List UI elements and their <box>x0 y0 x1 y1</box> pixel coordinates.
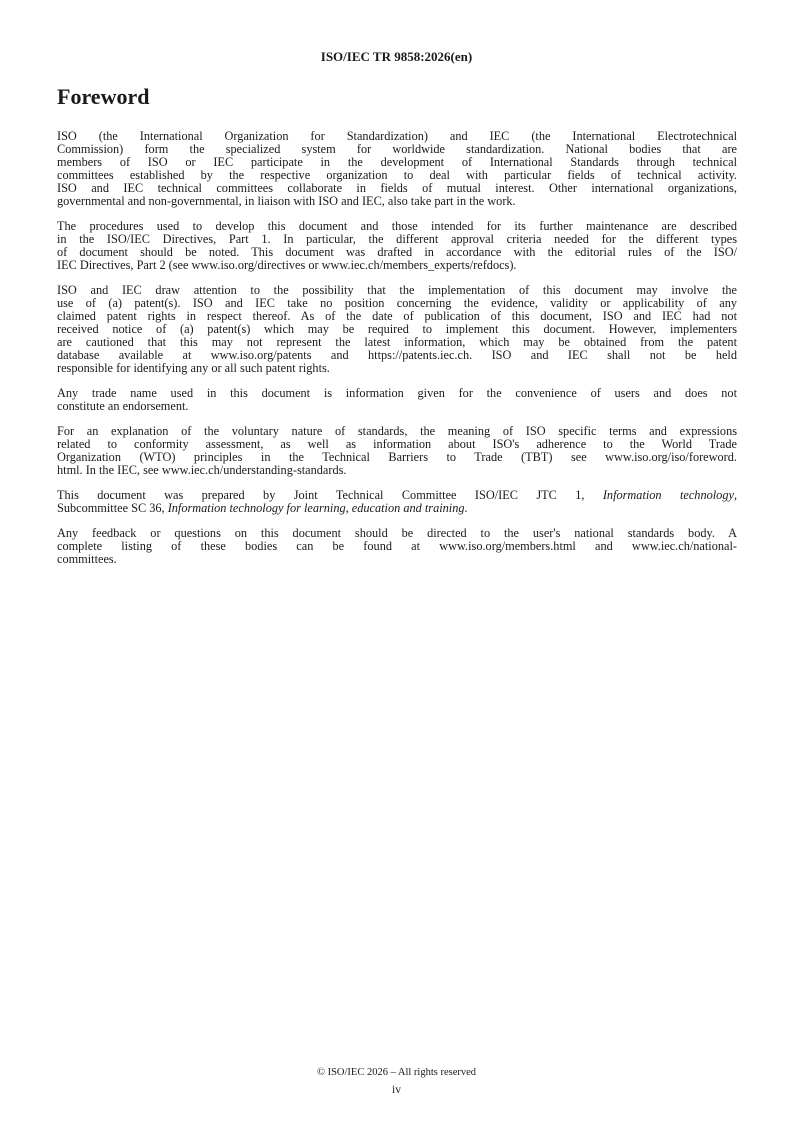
text-segment: of document should be noted. This document was drafted in accordance with the editorial rules of the ISO/ <box>57 245 737 259</box>
foreword-body <box>57 130 737 578</box>
text-segment: Subcommittee SC 36, <box>57 501 168 515</box>
document-identifier: ISO/IEC TR 9858:2026(en) <box>320 49 473 64</box>
text-segment: ISO and IEC technical committees collaborate in fields of mutual interest. Other international organizations, <box>57 181 737 195</box>
text-line <box>57 464 737 477</box>
page-number: iv <box>392 1084 401 1096</box>
paragraph <box>57 130 737 208</box>
text-segment: This document was prepared by Joint Technical Committee ISO/IEC JTC 1, <box>57 488 603 502</box>
text-line <box>57 553 737 566</box>
text-segment: Any trade name used in this document is information given for the convenience of users and does not <box>57 386 737 400</box>
text-segment: , <box>733 488 738 502</box>
text-line <box>57 195 737 208</box>
text-segment: database available at www.iso.org/patents and https://patents.iec.ch. ISO and IEC shall not be held <box>57 348 737 362</box>
text-line <box>57 502 737 515</box>
text-segment: ISO (the International Organization for Standardization) and IEC (the International Electrotechnical <box>57 129 737 143</box>
text-segment: IEC Directives, Part 2 (see www.iso.org/directives or www.iec.ch/members_experts/refdocs). <box>57 258 517 272</box>
text-segment: are cautioned that this may not represent the latest information, which may be obtained from the patent <box>57 335 737 349</box>
paragraph <box>57 220 737 272</box>
text-line <box>57 540 737 553</box>
text-segment: claimed patent rights in respect thereof. As of the date of publication of this document, ISO and IEC had not <box>57 309 737 323</box>
text-segment: . <box>464 501 468 515</box>
paragraph <box>57 387 737 413</box>
text-segment: Commission) form the specialized system for worldwide standardization. National bodies that are <box>57 142 737 156</box>
text-segment: in the ISO/IEC Directives, Part 1. In particular, the different approval criteria needed for the different types <box>57 232 737 246</box>
text-line <box>57 400 737 413</box>
text-segment: use of (a) patent(s). ISO and IEC take no position concerning the evidence, validity or applicability of any <box>57 296 737 310</box>
text-segment: members of ISO or IEC participate in the development of International Standards through technical <box>57 155 737 169</box>
text-segment: governmental and non-governmental, in liaison with ISO and IEC, also take part in the work. <box>57 194 516 208</box>
text-segment: constitute an endorsement. <box>57 399 189 413</box>
text-segment: committees established by the respective organization to deal with particular fields of technical activity. <box>57 168 737 182</box>
text-segment: received notice of (a) patent(s) which may be required to implement this document. However, implementers <box>57 322 737 336</box>
paragraph <box>57 527 737 566</box>
paragraph <box>57 425 737 477</box>
text-segment: Organization (WTO) principles in the Technical Barriers to Trade (TBT) see www.iso.org/iso/foreword. <box>57 450 737 464</box>
text-line <box>57 259 737 272</box>
text-segment: html. In the IEC, see www.iec.ch/understanding-standards. <box>57 463 347 477</box>
italic-text: Information technology <box>602 488 734 502</box>
text-segment: For an explanation of the voluntary nature of standards, the meaning of ISO specific terms and expressions <box>57 424 737 438</box>
text-line <box>57 362 737 375</box>
italic-text: Information technology for learning, education and training <box>167 501 465 515</box>
paragraph <box>57 284 737 375</box>
text-segment: responsible for identifying any or all such patent rights. <box>57 361 330 375</box>
text-segment: ISO and IEC draw attention to the possibility that the implementation of this document may involve the <box>57 283 737 297</box>
text-segment: committees. <box>57 552 117 566</box>
text-segment: Any feedback or questions on this document should be directed to the user's national standards body. A <box>57 526 737 540</box>
section-title: Foreword <box>57 84 150 109</box>
text-segment: complete listing of these bodies can be found at www.iso.org/members.html and www.iec.ch/national- <box>57 539 737 553</box>
text-segment: The procedures used to develop this document and those intended for its further maintenance are described <box>57 219 737 233</box>
copyright-notice: © ISO/IEC 2026 – All rights reserved <box>316 1067 477 1078</box>
paragraph <box>57 489 737 515</box>
text-segment: related to conformity assessment, as well as information about ISO's adherence to the World Trade <box>57 437 737 451</box>
